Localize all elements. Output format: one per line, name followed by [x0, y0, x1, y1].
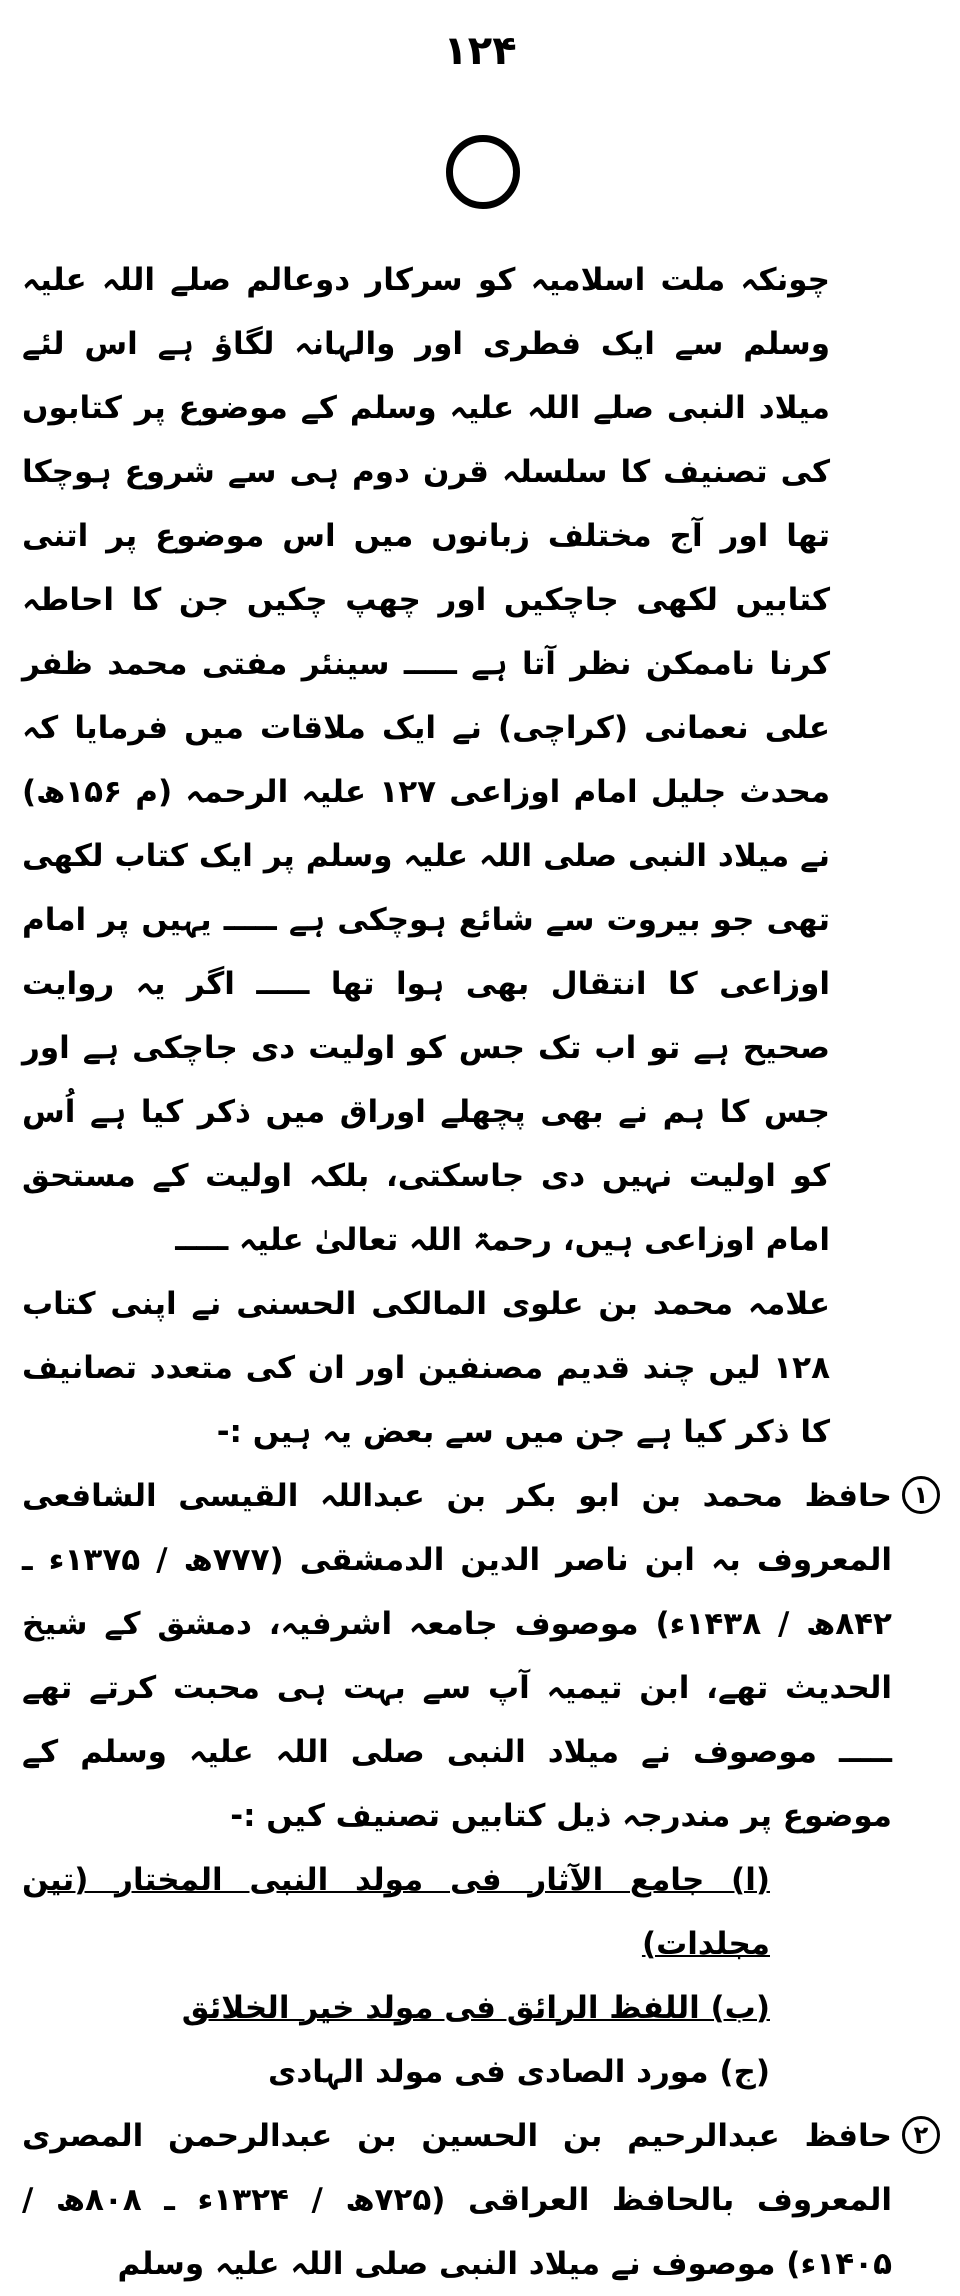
body-text	[22, 248, 940, 2296]
book-title-b: (ب) اللفظ الرائق فی مولد خیر الخلائق	[181, 1990, 770, 2026]
book-list	[22, 1848, 940, 2104]
intro-paragraph: چونکہ ملت اسلامیہ کو سرکار دوعالم صلے اللہ علیہ وسلم سے ایک فطری اور والہانہ لگاؤ ہے اس لئے میلاد النبی صلے اللہ علیہ وسلم کے موضوع پر کتابوں کی تصنیف کا سلسلہ قرن دوم ہی سے شروع ہوچکا تھا اور آج مختلف زبانوں میں اس موضوع پر اتنی کتابیں لکھی جاچکیں اور چھپ چکیں جن کا احاطہ کرنا ناممکن نظر آتا ہے ـــــ سینئر مفتی محمد ظفر علی نعمانی (کراچی) نے ایک ملاقات میں فرمایا کہ محدث جلیل امام اوزاعی ۱۲۷ علیہ الرحمہ (م ۱۵۶ھ) نے میلاد النبی صلی اللہ علیہ وسلم پر ایک کتاب لکھی تھی جو بیروت سے شائع ہوچکی ہے ـــــ یہیں پر امام اوزاعی کا انتقال بھی ہوا تھا ـــــ اگر یہ روایت صحیح ہے تو اب تک جس کو اولیت دی جاچکی ہے اور جس کا ہم نے بھی پچھلے اوراق میں ذکر کیا ہے اُس کو اولیت نہیں دی جاسکتی، بلکہ اولیت کے مستحق امام اوزاعی ہیں، رحمۃ اللہ تعالیٰ علیہ ـــــ	[22, 262, 831, 1258]
second-paragraph: علامہ محمد بن علوی المالکی الحسنی نے اپنی کتاب ۱۲۸ لیں چند قدیم مصنفین اور ان کی متعدد تصانیف کا ذکر کیا ہے جن میں سے بعض یہ ہیں :-	[22, 1286, 830, 1450]
list-item-1	[22, 1464, 940, 1848]
list-item-1-text: حافظ محمد بن ابو بکر بن عبداللہ القیسی الشافعی المعروف بہ ابن ناصر الدین الدمشقی (۷۷۷ھ / ۱۳۷۵ء ـ ۸۴۲ھ / ۱۴۳۸ء) موصوف جامعہ اشرفیہ، دمشق کے شیخ الحدیث تھے، ابن تیمیہ آپ سے بہت ہی محبت کرتے تھے ـــــ موصوف نے میلاد النبی صلی اللہ علیہ وسلم کے موضوع پر مندرجہ ذیل کتابیں تصنیف کیں :-	[22, 1478, 892, 1834]
book-title-c: (ج) مورد الصادی فی مولد الہادی	[267, 2054, 770, 2090]
page-number: ۱۲۴	[443, 28, 517, 74]
circled-number-2: ۲	[902, 2116, 940, 2154]
list-item-2	[22, 2104, 940, 2296]
book-title-a: (ا) جامع الآثار فی مولد النبی المختار (تین مجلدات)	[22, 1862, 770, 1962]
circle-ornament	[446, 135, 520, 209]
circled-number-1: ۱	[902, 1476, 940, 1514]
list-item-2-text: حافظ عبدالرحیم بن الحسین بن عبدالرحمن المصری المعروف بالحافظ العراقی (۷۲۵ھ / ۱۳۲۴ء ـ ۸۰۸ھ / ۱۴۰۵ء) موصوف نے میلاد النبی صلی اللہ علیہ وسلم	[22, 2118, 892, 2282]
